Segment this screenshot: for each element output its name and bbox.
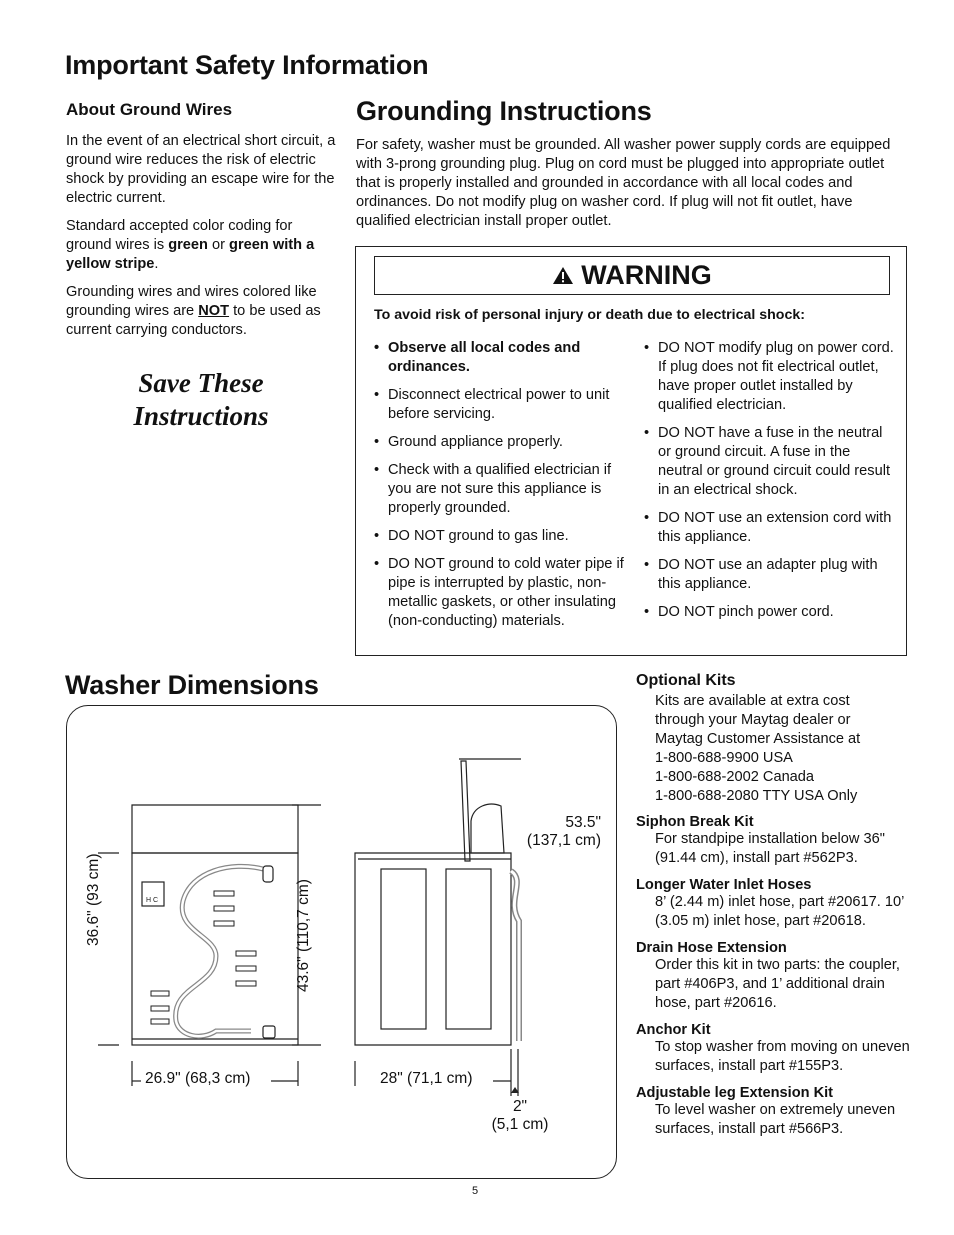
kits-intro: [636, 692, 921, 806]
warning-item: • Disconnect electrical power to unit before servicing.: [374, 386, 624, 424]
page-number: 5: [472, 1185, 479, 1197]
kit-title: Longer Water Inlet Hoses: [636, 877, 812, 893]
p2-end: .: [154, 256, 159, 272]
kit-text: For standpipe installation below 36" (91.44 cm), install part #562P3.: [655, 831, 885, 866]
ground-wires-paragraph-2: [66, 217, 341, 274]
kit-text: To level washer on extremely uneven surfaces, install part #566P3.: [655, 1102, 896, 1137]
grounding-heading: Grounding Instructions: [356, 96, 652, 126]
optional-kits-section: [636, 672, 921, 1148]
p2-green: green: [168, 237, 208, 253]
save-line-2: Instructions: [133, 401, 269, 431]
dimensions-heading: Washer Dimensions: [65, 670, 319, 700]
warning-left-list: [374, 339, 624, 640]
p2-or: or: [207, 237, 230, 253]
save-instructions: [66, 367, 336, 433]
kit-title: Anchor Kit: [636, 1022, 711, 1038]
kit-text: Order this kit in two parts: the coupler, part #406P3, and 1’ additional drain hose, part #20616.: [655, 957, 900, 1011]
warning-header: [374, 256, 890, 295]
kit-title: Siphon Break Kit: [636, 814, 754, 830]
dim-height-back: 36.6" (93 cm): [85, 853, 102, 946]
grounding-text: For safety, washer must be grounded. All washer power supply cords are equipped with 3-prong grounding plug. Plug on cord must be plugged into appropriate outlet that is properly installed and grounded in accordance with all local codes and ordinances. Do not modify plug on washer cord. If plug will not fit outlet, have qualified electrician install proper outlet.: [356, 137, 891, 229]
p3-text: Grounding wires and wires colored like grounding wires are: [66, 284, 317, 319]
p3-post: to be used as current carrying conductors.: [66, 303, 321, 338]
warning-item: • DO NOT use an extension cord with this appliance.: [644, 509, 894, 547]
kits-heading: Optional Kits: [636, 672, 736, 689]
kits-intro-line: 1-800-688-2080 TTY USA Only: [655, 788, 858, 804]
kit-text: 8’ (2.44 m) inlet hose, part #20617. 10’ (3.05 m) inlet hose, part #20618.: [655, 894, 904, 929]
ground-wires-heading: About Ground Wires: [66, 100, 233, 119]
p3-not: NOT: [198, 303, 230, 319]
open-lid: [461, 761, 470, 861]
warning-item: • DO NOT ground to gas line.: [374, 527, 624, 546]
dim-lid-open: [517, 814, 601, 850]
kits-intro-line: Kits are available at extra cost: [655, 693, 850, 709]
dim-clearance-metric: (5,1 cm): [491, 1116, 549, 1133]
warning-title: WARNING: [581, 260, 712, 290]
dim-lid-open-value: 53.5": [565, 814, 601, 831]
washer-dimension-diagram: [66, 705, 617, 1179]
warning-box: [355, 246, 907, 656]
washer-side-cabinet: [355, 853, 511, 1045]
kits-intro-line: through your Maytag dealer or: [655, 712, 851, 728]
save-line-1: Save These: [138, 368, 264, 398]
dim-clearance-value: 2": [512, 1098, 528, 1115]
warning-item: • Observe all local codes and ordinances.: [374, 339, 624, 377]
dim-width: 26.9" (68,3 cm): [145, 1070, 251, 1087]
warning-intro: To avoid risk of personal injury or death due to electrical shock:: [374, 307, 805, 323]
warning-item: • DO NOT modify plug on power cord. If plug does not fit electrical outlet, have proper outlet installed by qualified electrician.: [644, 339, 894, 415]
ground-wires-section: [66, 100, 341, 349]
warning-item: • DO NOT use an adapter plug with this appliance.: [644, 556, 894, 594]
kits-intro-line: 1-800-688-2002 Canada: [655, 769, 815, 785]
dim-clearance: [485, 1098, 555, 1134]
panel-label: H C: [146, 897, 159, 904]
warning-item: • DO NOT pinch power cord.: [644, 603, 894, 622]
kits-intro-line: 1-800-688-9900 USA: [655, 750, 793, 766]
dim-lid-open-metric: (137,1 cm): [526, 832, 601, 849]
warning-item: • Check with a qualified electrician if you are not sure this appliance is properly grounded.: [374, 461, 624, 518]
warning-triangle-icon: [552, 266, 574, 285]
warning-right-list: [644, 339, 894, 631]
page-title: Important Safety Information: [65, 50, 429, 80]
p2-text: Standard accepted color coding for ground wires is: [66, 218, 293, 253]
warning-item: • DO NOT have a fuse in the neutral or ground circuit. A fuse in the neutral or ground circuit could result in an electrical shock.: [644, 424, 894, 500]
p2-stripe: green with a yellow stripe: [66, 237, 315, 272]
kits-intro-line: Maytag Customer Assistance at: [655, 731, 861, 747]
kit-title: Adjustable leg Extension Kit: [636, 1085, 834, 1101]
washer-back-console: [132, 805, 298, 853]
ground-wires-paragraph-1: In the event of an electrical short circuit, a ground wire reduces the risk of electric shock by providing an escape wire for the electric current.: [66, 133, 336, 206]
kit-text: To stop washer from moving on uneven surfaces, install part #155P3.: [655, 1039, 910, 1074]
warning-item: • DO NOT ground to cold water pipe if pipe is interrupted by plastic, non-metallic gaskets, or other insulating (non-conducting) materials.: [374, 555, 624, 631]
dim-height-total: 43.6" (110,7 cm): [295, 879, 312, 992]
ground-wires-paragraph-3: [66, 283, 341, 340]
kit-title: Drain Hose Extension: [636, 940, 787, 956]
warning-item: • Ground appliance properly.: [374, 433, 624, 452]
dim-depth: 28" (71,1 cm): [380, 1070, 473, 1087]
